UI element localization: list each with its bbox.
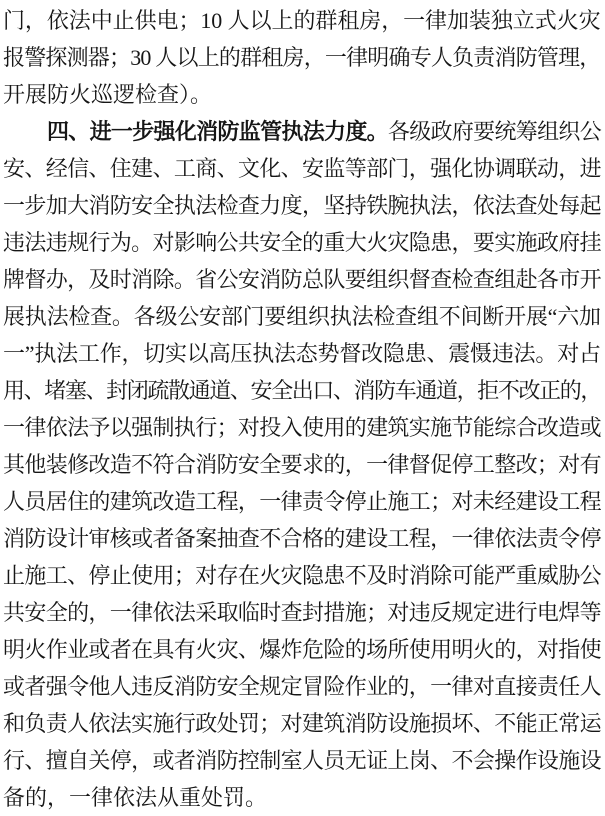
document-text-block [3, 2, 601, 816]
text-line: 开展防火巡逻检查）。 [3, 82, 213, 107]
text-line: 门，依法中止供电；10 人以上的群租房，一律加装独立式火灾 [3, 8, 601, 33]
text-line: 人员居住的建筑改造工程，一律责令停止施工；对未经建设工程 [3, 489, 601, 514]
text-line: 止施工、停止使用；对存在火灾隐患不及时消除可能严重威胁公 [3, 563, 601, 588]
text-line: 共安全的，一律依法采取临时查封措施；对违反规定进行电焊等 [3, 600, 601, 625]
text-line: 备的，一律依法从重处罚。 [3, 785, 268, 810]
text-line: 用、堵塞、封闭疏散通道、安全出口、消防车通道，拒不改正的， [3, 378, 602, 403]
text-line: 四、进一步强化消防监管执法力度。各级政府要统筹组织公 [47, 119, 602, 144]
text-line: 明火作业或者在具有火灾、爆炸危险的场所使用明火的，对指使 [3, 637, 601, 662]
text-line: 或者强令他人违反消防安全规定冒险作业的，一律对直接责任人 [3, 674, 601, 699]
text-line: 牌督办，及时消除。省公安消防总队要组织督查检查组赴各市开 [3, 267, 601, 292]
text-line: 展执法检查。各级公安部门要组织执法检查组不间断开展“六加 [3, 304, 601, 329]
text-line: 违法违规行为。对影响公共安全的重大火灾隐患，要实施政府挂 [3, 230, 601, 255]
section-heading: 四、进一步强化消防监管执法力度。 [47, 119, 388, 144]
text-line: 消防设计审核或者备案抽查不合格的建设工程，一律依法责令停 [3, 526, 601, 551]
text-line: 和负责人依法实施行政处罚；对建筑消防设施损坏、不能正常运 [3, 711, 601, 736]
text-line: 其他装修改造不符合消防安全要求的，一律督促停工整改；对有 [3, 452, 601, 477]
text-line: 一步加大消防安全执法检查力度，坚持铁腕执法，依法查处每起 [3, 193, 601, 218]
text-line: 一”执法工作，切实以高压执法态势督改隐患、震慑违法。对占 [3, 341, 601, 366]
text-line: 报警探测器；30 人以上的群租房，一律明确专人负责消防管理， [3, 45, 601, 70]
text-line: 安、经信、住建、工商、文化、安监等部门，强化协调联动，进 [3, 156, 601, 181]
text-line: 一律依法予以强制执行；对投入使用的建筑实施节能综合改造或 [3, 415, 601, 440]
text-line: 行、擅自关停，或者消防控制室人员无证上岗、不会操作设施设 [3, 748, 601, 773]
